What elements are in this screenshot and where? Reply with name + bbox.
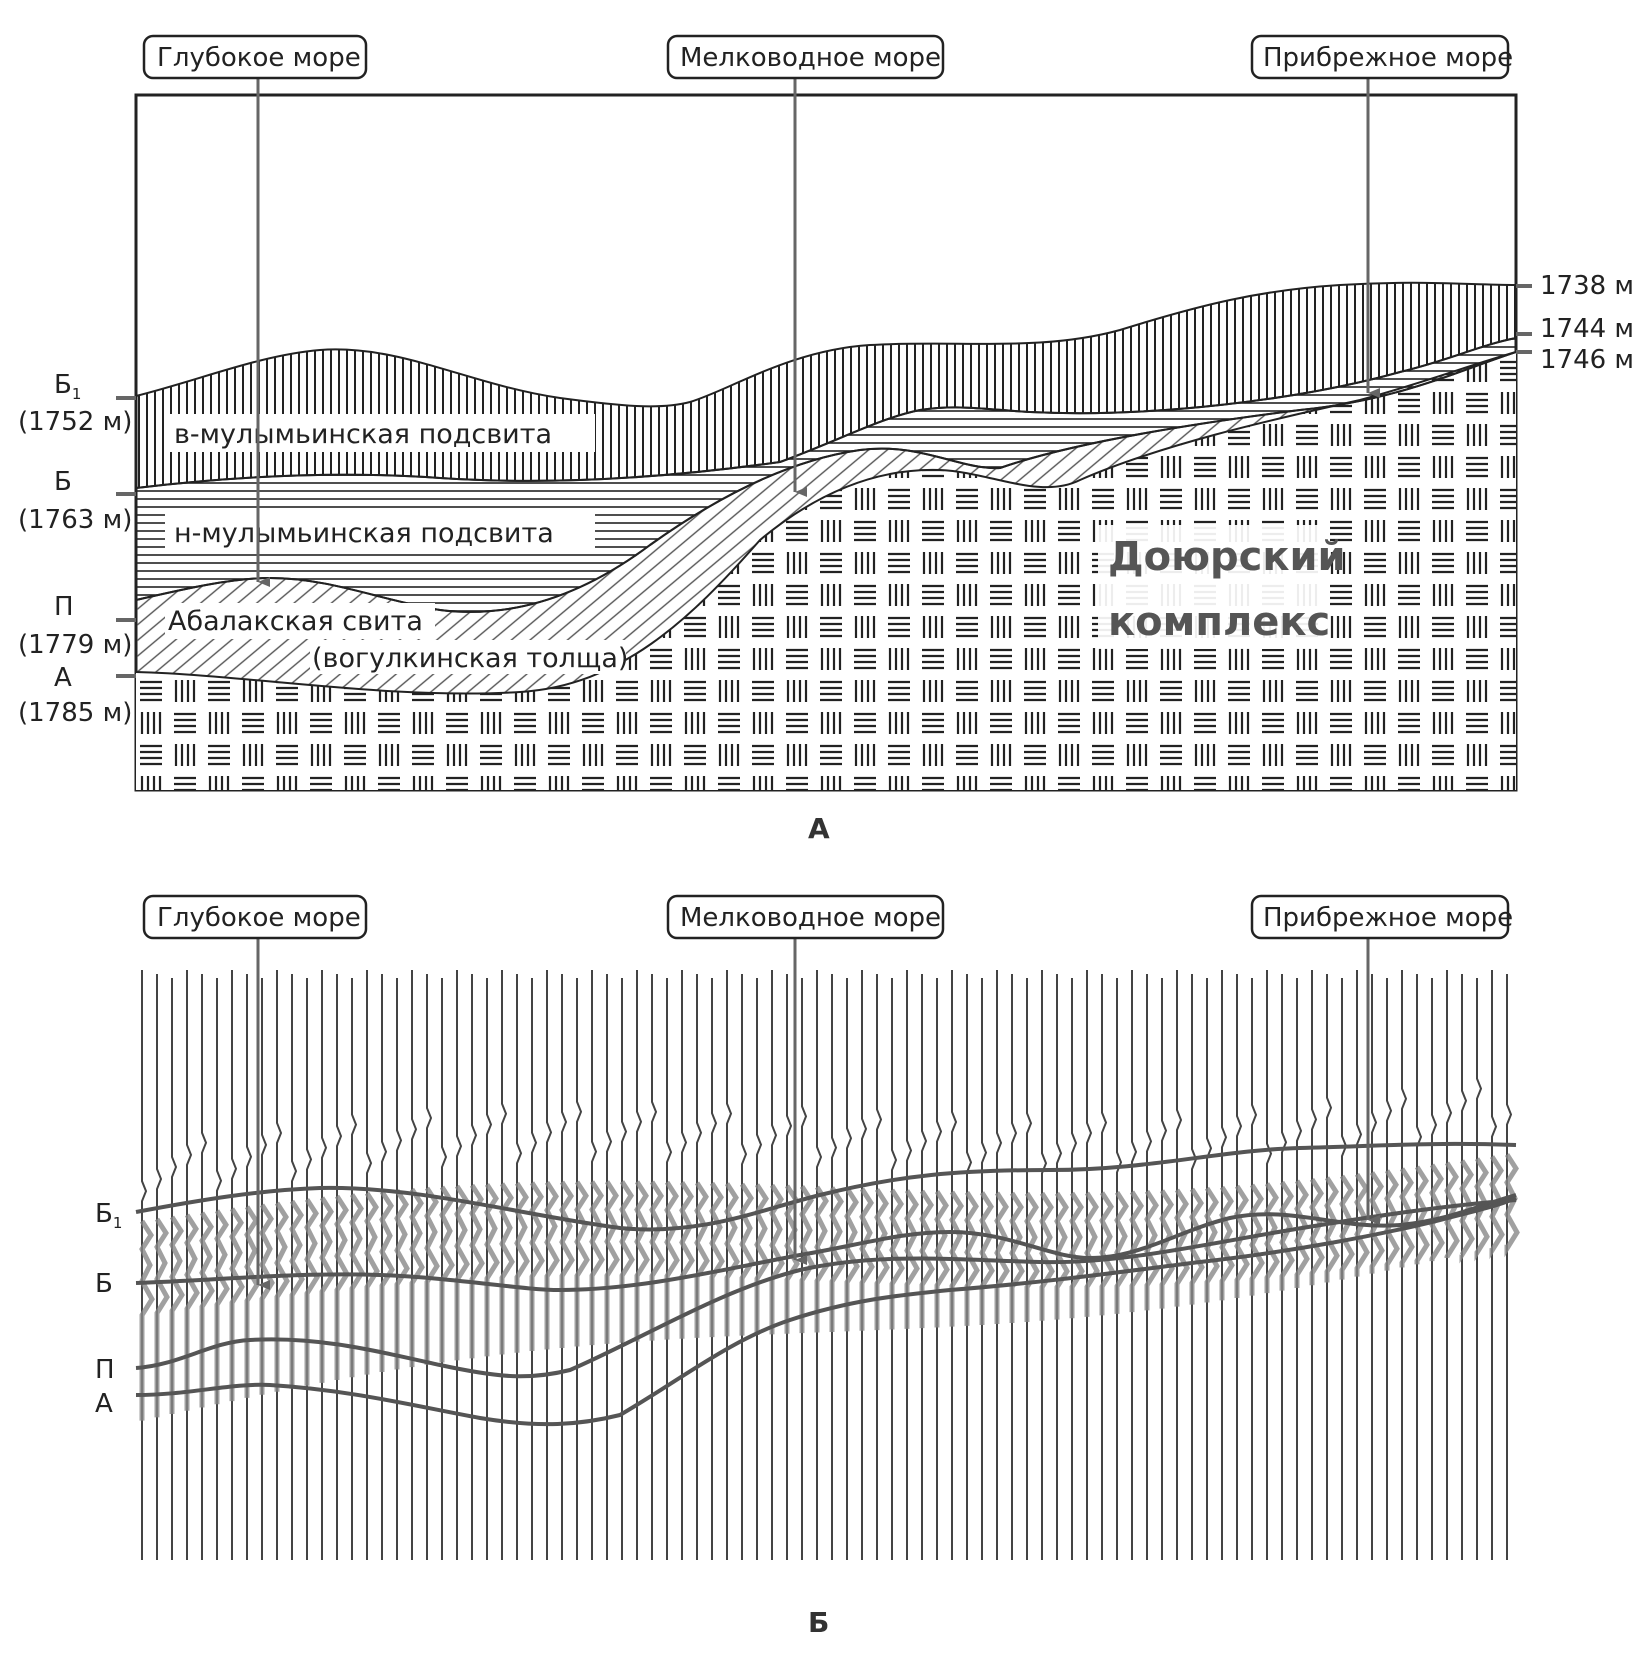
seismic-reflection-wiggle (562, 1182, 572, 1348)
horizon-b1-depth: (1752 м) (18, 407, 133, 437)
basement-label-line1: Доюрский (1108, 534, 1346, 580)
seismic-trace (982, 978, 986, 1560)
seismic-reflection-wiggle (1432, 1165, 1442, 1261)
seismic-trace (1192, 974, 1196, 1560)
basement-label-line2: комплекс (1108, 599, 1331, 645)
seismic-reflection-wiggle (172, 1217, 182, 1414)
seismic-reflection-wiggle (202, 1213, 212, 1408)
seismic-reflection-wiggle (517, 1183, 527, 1353)
seismic-trace (877, 974, 881, 1560)
seismic-reflection-wiggle (577, 1182, 587, 1347)
seismic-trace (892, 978, 896, 1560)
seismic-trace (1132, 970, 1136, 1560)
seismic-trace (382, 974, 386, 1560)
right-depth-1746: 1746 м (1540, 345, 1635, 375)
seismic-reflection-wiggle (1297, 1181, 1307, 1288)
horizon-p-name: П (54, 592, 74, 622)
seismic-trace (592, 970, 596, 1560)
seismic-reflection-wiggle (457, 1186, 467, 1360)
seismic-trace (517, 974, 521, 1560)
seismic-trace (1507, 974, 1511, 1560)
panel-b (95, 896, 1517, 1639)
seismic-trace (1057, 974, 1061, 1560)
vogulka-sequence-label: (вогулкинская толща) (312, 643, 629, 674)
seismic-reflection-wiggle (1042, 1193, 1052, 1321)
seismic-trace (502, 970, 506, 1560)
seismic-reflection-wiggle (1027, 1193, 1037, 1322)
seismic-reflection-wiggle (622, 1182, 632, 1343)
seismic-trace (1237, 974, 1241, 1560)
seismic-reflection-wiggle (1387, 1171, 1397, 1271)
seismic-reflection-wiggle (1282, 1182, 1292, 1290)
seismic-trace (682, 970, 686, 1560)
seismic-reflection-wiggle (832, 1188, 842, 1332)
seismic-trace (847, 978, 851, 1560)
seismic-reflection-wiggle (1447, 1163, 1457, 1258)
env-deep-sea-label: Глубокое море (157, 43, 361, 73)
horizon-a-name: А (54, 663, 72, 693)
seismic-reflection-wiggle (442, 1187, 452, 1363)
seismic-reflection-wiggle (262, 1205, 272, 1395)
seismic-reflection-wiggle (1342, 1176, 1352, 1280)
seismic-reflection-wiggle (1102, 1193, 1112, 1316)
seismic-reflection-wiggle (697, 1183, 707, 1338)
right-depth-1738: 1738 м (1540, 271, 1635, 301)
seismic-trace (472, 974, 476, 1560)
seismic-reflection-wiggle (1327, 1178, 1337, 1283)
seismic-reflection-wiggle (157, 1219, 167, 1417)
seismic-reflection-wiggle (142, 1221, 152, 1421)
seismic-reflection-wiggle (997, 1193, 1007, 1324)
horizon-b1-name: Б (54, 370, 72, 400)
seismic-reflection-wiggle (712, 1183, 722, 1337)
seis-horizon-a-name: А (95, 1389, 113, 1419)
env-coastal-sea-label: Прибрежное море (1263, 43, 1514, 73)
right-depth-1744: 1744 м (1540, 314, 1635, 344)
panel-b-horizon-labels (95, 1199, 122, 1419)
seismic-trace (727, 970, 731, 1560)
env-shallow-sea-label-b: Мелководное море (680, 903, 942, 933)
seismic-reflection-wiggle (637, 1182, 647, 1342)
horizon-b1-sub: 1 (71, 385, 82, 403)
seismic-trace (1207, 978, 1211, 1560)
seismic-reflection-wiggle (397, 1190, 407, 1369)
seis-horizon-b1-name: Б (95, 1199, 113, 1229)
seismic-trace (1162, 978, 1166, 1560)
seismic-trace (142, 970, 146, 1560)
seismic-reflection-wiggle (232, 1209, 242, 1401)
seismic-trace (427, 974, 431, 1560)
seismic-trace (367, 970, 371, 1560)
panel-a (18, 36, 1634, 845)
horizon-a-depth: (1785 м) (18, 698, 133, 728)
horizon-b-depth: (1763 м) (18, 505, 133, 535)
seismic-trace (1447, 970, 1451, 1560)
seismic-reflection-wiggle (1087, 1193, 1097, 1317)
seismic-reflection-wiggle (307, 1199, 317, 1385)
env-coastal-sea-label-b: Прибрежное море (1263, 903, 1514, 933)
left-horizon-labels (18, 370, 132, 728)
lower-subsuite-label: н-мулымьинская подсвита (174, 518, 554, 549)
seismic-reflection-wiggle (1252, 1185, 1262, 1296)
seismic-reflection-wiggle (742, 1184, 752, 1336)
seismic-trace (862, 970, 866, 1560)
seismic-trace (637, 970, 641, 1560)
seismic-reflection-wiggle (532, 1183, 542, 1351)
seismic-trace (442, 978, 446, 1560)
seismic-trace (1492, 970, 1496, 1560)
seismic-trace (937, 978, 941, 1560)
seismic-trace (1012, 974, 1016, 1560)
seismic-reflection-wiggle (1417, 1167, 1427, 1265)
seismic-reflection-wiggle (487, 1184, 497, 1356)
seismic-reflection-wiggle (367, 1193, 377, 1375)
seismic-trace (772, 970, 776, 1560)
svg-text:Б1 (54, 370, 81, 403)
panel-a-env-boxes (144, 36, 1513, 78)
panel-b-env-boxes (144, 896, 1513, 938)
horizon-p-line (136, 1200, 1516, 1376)
seismic-reflection-wiggle (802, 1186, 812, 1333)
horizon-b-name: Б (54, 467, 72, 497)
seismic-reflection-wiggle (277, 1203, 287, 1392)
seismic-trace (397, 978, 401, 1560)
seismic-reflection-wiggle (247, 1207, 257, 1398)
seismic-trace (1072, 978, 1076, 1560)
upper-subsuite-label: в-мулымьинская подсвита (174, 419, 552, 450)
seismic-trace (1117, 978, 1121, 1560)
seismic-reflection-wiggle (337, 1196, 347, 1380)
seismic-trace (832, 974, 836, 1560)
seismic-reflection-wiggle (322, 1198, 332, 1383)
seis-horizon-p-name: П (95, 1355, 115, 1385)
seismic-trace (1102, 974, 1106, 1560)
seismic-trace (352, 978, 356, 1560)
seismic-reflection-wiggle (592, 1182, 602, 1346)
seismic-trace (1087, 970, 1091, 1560)
seismic-reflection-wiggle (667, 1182, 677, 1340)
seismic-trace (997, 970, 1001, 1560)
seismic-reflection-wiggle (652, 1182, 662, 1341)
seismic-trace (1477, 978, 1481, 1560)
seis-horizon-b1-sub: 1 (112, 1214, 123, 1232)
seismic-trace (1027, 978, 1031, 1560)
seismic-reflection-wiggle (1312, 1179, 1322, 1285)
panel-b-letter: Б (808, 1606, 830, 1639)
horizon-p-depth: (1779 м) (18, 630, 133, 660)
seismic-trace (1267, 970, 1271, 1560)
env-deep-sea-label-b: Глубокое море (157, 903, 361, 933)
seismic-reflection-wiggle (1267, 1184, 1277, 1294)
seismic-trace (1042, 970, 1046, 1560)
seismic-reflection-wiggle (607, 1182, 617, 1344)
abalak-formation-label: Абалакская свита (168, 606, 423, 637)
seismic-reflection-wiggle (547, 1182, 557, 1349)
seismic-trace (967, 974, 971, 1560)
seismic-trace (1462, 974, 1466, 1560)
seismic-trace (907, 970, 911, 1560)
seismic-reflection-wiggle (727, 1184, 737, 1337)
seismic-reflection-wiggle (382, 1192, 392, 1372)
seismic-reflection-wiggle (1237, 1186, 1247, 1298)
seismic-reflection-wiggle (187, 1215, 197, 1411)
seismic-reflection-wiggle (472, 1185, 482, 1358)
seismic-trace (457, 970, 461, 1560)
seismic-trace (1222, 970, 1226, 1560)
seismic-reflection-wiggle (1372, 1173, 1382, 1274)
seismic-trace (952, 970, 956, 1560)
seismic-reflection-wiggle (1012, 1193, 1022, 1323)
seismic-trace (412, 970, 416, 1560)
panel-a-letter: А (808, 812, 830, 845)
seis-horizon-b-name: Б (95, 1269, 113, 1299)
seismic-reflection-wiggle (292, 1201, 302, 1389)
seismic-trace (547, 970, 551, 1560)
seismic-trace (787, 974, 791, 1560)
seismic-trace (1432, 978, 1436, 1560)
env-shallow-sea-label: Мелководное море (680, 43, 942, 73)
seismic-reflection-wiggle (1147, 1191, 1157, 1310)
seismic-trace (1417, 974, 1421, 1560)
seismic-reflection-wiggle (1402, 1169, 1412, 1268)
right-depth-ticks (1516, 286, 1532, 352)
seismic-reflection-wiggle (217, 1211, 227, 1405)
seismic-trace (922, 974, 926, 1560)
svg-text:Б1 (95, 1199, 122, 1232)
